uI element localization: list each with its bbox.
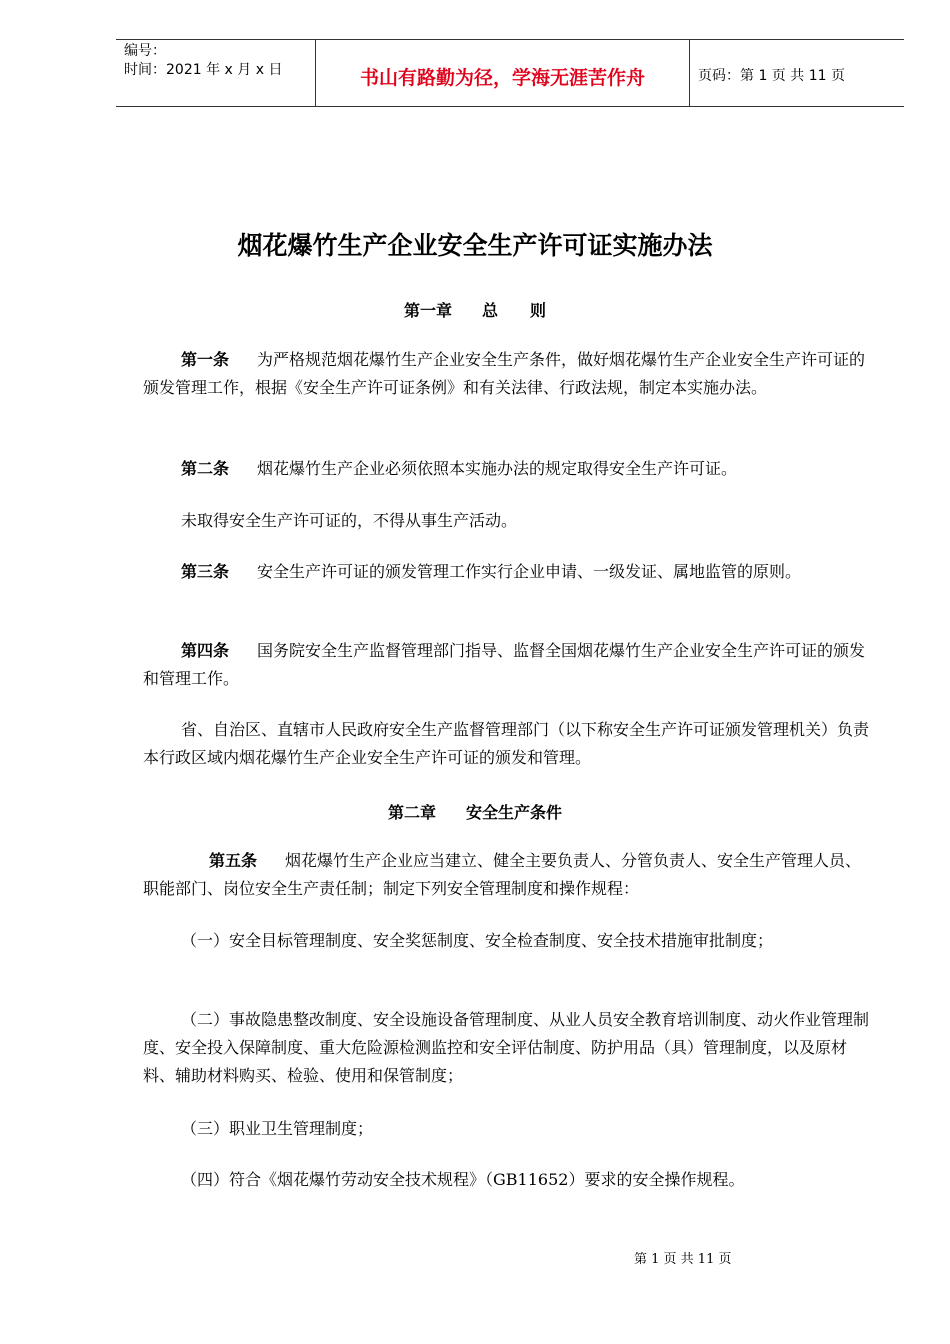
chapter-number: 第二章 xyxy=(387,803,436,822)
document-number-label: 编号： xyxy=(124,43,166,59)
article-label: 第四条 xyxy=(181,641,230,660)
list-item-4: （四）符合《烟花爆竹劳动安全技术规程》（GB11652）要求的安全操作规程。 xyxy=(181,1170,745,1189)
article-4-paragraph-2: 省、自治区、直辖市人民政府安全生产监督管理部门（以下称安全生产许可证颁发管理机关）负责本行政区域内烟花爆竹生产企业安全生产许可证的颁发和管理。 xyxy=(143,720,870,767)
document-title: 烟花爆竹生产企业安全生产许可证实施办法 xyxy=(237,231,713,260)
article-text: 国务院安全生产监督管理部门指导、监督全国烟花爆竹生产企业安全生产许可证的颁发和管理工作。 xyxy=(143,641,866,688)
chapter-number: 第一章 xyxy=(403,301,452,320)
article-text: 安全生产许可证的颁发管理工作实行企业申请、一级发证、属地监管的原则。 xyxy=(257,562,802,581)
footer-page-number: 第 1 页 共 11 页 xyxy=(634,1252,732,1267)
article-5 xyxy=(143,847,873,903)
article-4 xyxy=(143,637,873,693)
header-table xyxy=(116,39,904,107)
chapter-name: 总 则 xyxy=(482,301,547,320)
list-item-3: （三）职业卫生管理制度； xyxy=(181,1119,374,1138)
article-label: 第五条 xyxy=(209,851,258,870)
article-1 xyxy=(143,346,873,402)
article-text: 烟花爆竹生产企业必须依照本实施办法的规定取得安全生产许可证。 xyxy=(257,459,738,478)
article-text: 烟花爆竹生产企业应当建立、健全主要负责人、分管负责人、安全生产管理人员、职能部门、岗位安全生产责任制；制定下列安全管理制度和操作规程： xyxy=(143,851,862,898)
header-motto: 书山有路勤为径，学海无涯苦作舟 xyxy=(316,40,690,106)
article-3 xyxy=(143,558,873,586)
article-label: 第一条 xyxy=(181,350,230,369)
article-label: 第三条 xyxy=(181,562,230,581)
article-label: 第二条 xyxy=(181,459,230,478)
chapter-1-heading xyxy=(0,298,950,321)
article-2-paragraph-2: 未取得安全生产许可证的，不得从事生产活动。 xyxy=(181,511,518,530)
list-item-1: （一）安全目标管理制度、安全奖惩制度、安全检查制度、安全技术措施审批制度； xyxy=(181,931,774,950)
list-item-2: （二）事故隐患整改制度、安全设施设备管理制度、从业人员安全教育培训制度、动火作业管理制度、安全投入保障制度、重大危险源检测监控和安全评估制度、防护用品（具）管理制度，以及原材料、辅助材料购买、检验、使用和保管制度； xyxy=(143,1010,870,1085)
chapter-name: 安全生产条件 xyxy=(466,803,563,822)
chapter-2-heading xyxy=(0,800,950,823)
header-meta xyxy=(116,40,316,106)
article-text: 为严格规范烟花爆竹生产企业安全生产条件，做好烟花爆竹生产企业安全生产许可证的颁发管理工作，根据《安全生产许可证条例》和有关法律、行政法规，制定本实施办法。 xyxy=(143,350,866,397)
header-page-info: 页码：第 1 页 共 11 页 xyxy=(698,68,845,84)
article-2 xyxy=(143,455,873,483)
document-date: 时间：2021 年 x 月 x 日 xyxy=(124,62,283,78)
